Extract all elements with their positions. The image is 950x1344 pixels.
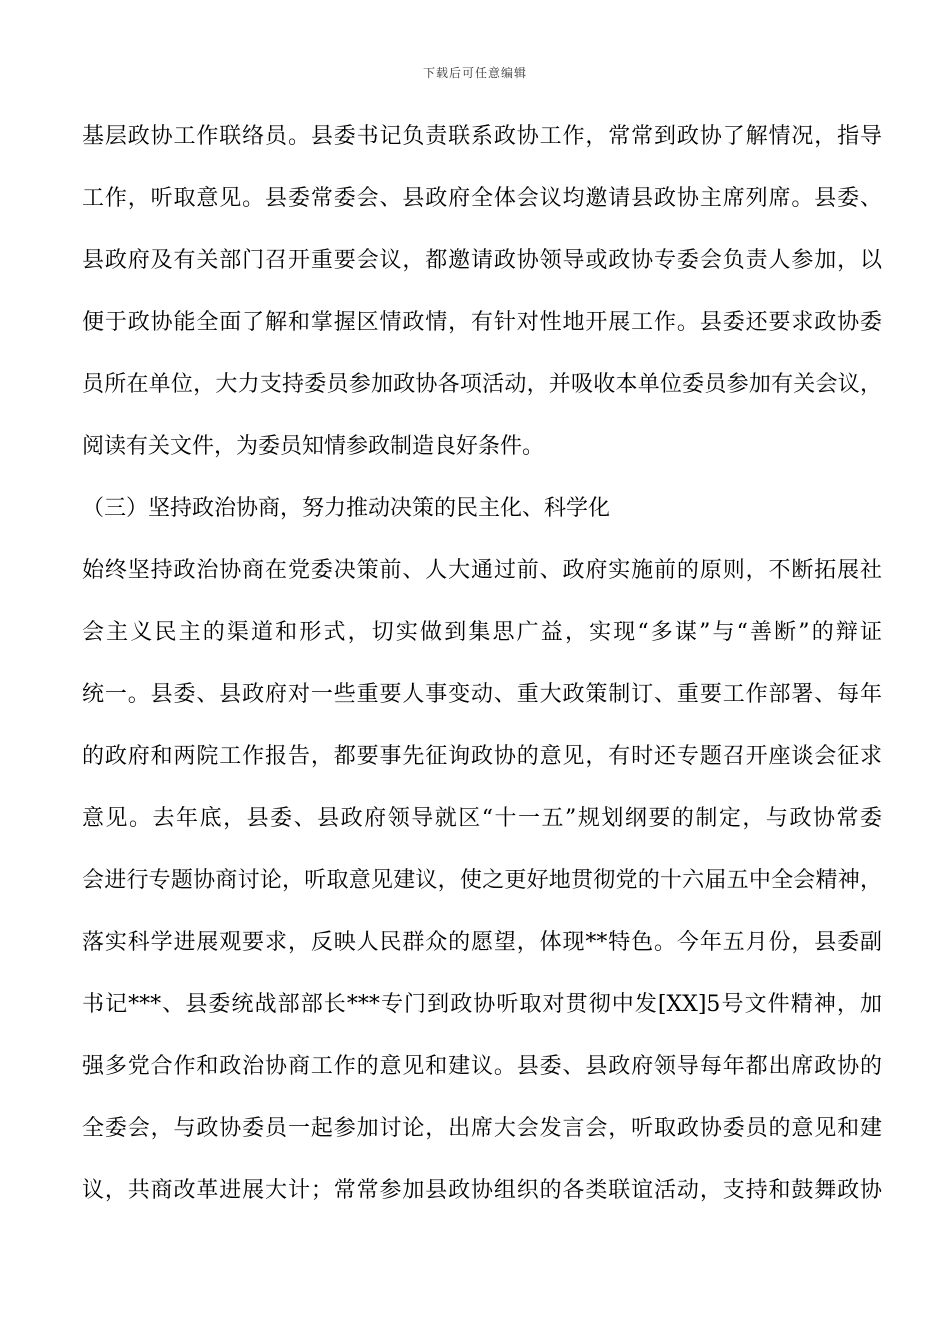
text-line: 会主义民主的渠道和形式，切实做到集思广益，实现“多谋”与“善断”的辩证 bbox=[82, 620, 882, 645]
text-line: 议，共商改革进展大计；常常参加县政协组织的各类联谊活动，支持和鼓舞政协 bbox=[82, 1178, 882, 1203]
text-line: 会进行专题协商讨论，听取意见建议，使之更好地贯彻党的十六届五中全会精神， bbox=[82, 868, 882, 893]
text-line: 强多党合作和政治协商工作的意见和建议。县委、县政府领导每年都出席政协的 bbox=[82, 1054, 882, 1079]
text-line: 落实科学进展观要求，反映人民群众的愿望，体现**特色。今年五月份，县委副 bbox=[82, 930, 882, 955]
text-line: （三）坚持政治协商，努力推动决策的民主化、科学化 bbox=[82, 496, 611, 521]
text-line: 始终坚持政治协商在党委决策前、人大通过前、政府实施前的原则，不断拓展社 bbox=[82, 558, 882, 583]
text-line: 阅读有关文件，为委员知情参政制造良好条件。 bbox=[82, 434, 545, 459]
text-line: 全委会，与政协委员一起参加讨论，出席大会发言会，听取政协委员的意见和建 bbox=[82, 1116, 882, 1141]
text-line: 书记***、县委统战部部长***专门到政协听取对贯彻中发[XX]5号文件精神，加 bbox=[82, 992, 882, 1017]
text-line: 的政府和两院工作报告，都要事先征询政协的意见，有时还专题召开座谈会征求 bbox=[82, 744, 882, 769]
text-line: 县政府及有关部门召开重要会议，都邀请政协领导或政协专委会负责人参加，以 bbox=[82, 248, 882, 273]
text-line: 便于政协能全面了解和掌握区情政情，有针对性地开展工作。县委还要求政协委 bbox=[82, 310, 882, 335]
text-line: 工作，听取意见。县委常委会、县政府全体会议均邀请县政协主席列席。县委、 bbox=[82, 186, 882, 211]
text-line: 员所在单位，大力支持委员参加政协各项活动，并吸收本单位委员参加有关会议， bbox=[82, 372, 882, 397]
text-line: 统一。县委、县政府对一些重要人事变动、重大政策制订、重要工作部署、每年 bbox=[82, 682, 882, 707]
text-line: 意见。去年底，县委、县政府领导就区“十一五”规划纲要的制定，与政协常委 bbox=[82, 806, 882, 831]
page-header-note: 下载后可任意编辑 bbox=[422, 66, 527, 80]
document-body bbox=[82, 114, 882, 1230]
text-line: 基层政协工作联络员。县委书记负责联系政协工作，常常到政协了解情况，指导 bbox=[82, 124, 882, 149]
